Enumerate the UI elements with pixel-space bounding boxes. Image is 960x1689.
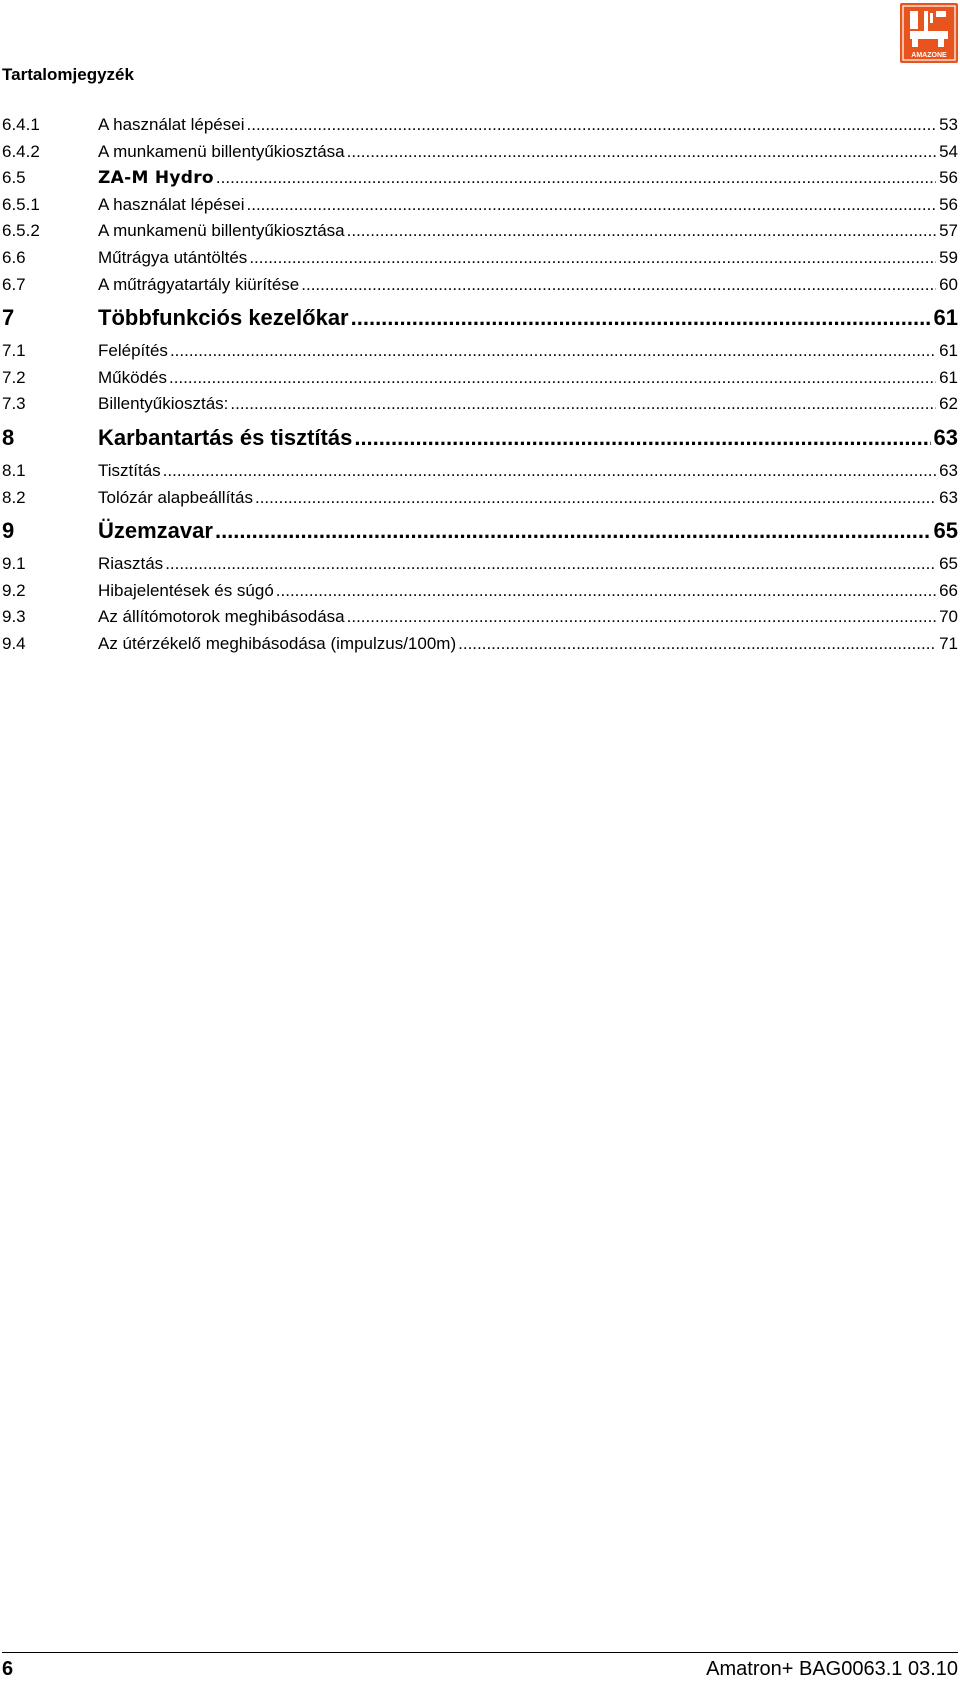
toc-entry-title: Működés (98, 367, 167, 387)
toc-entry-number: 6.5.2 (2, 221, 40, 241)
toc-entry-page: 53 (939, 115, 958, 134)
toc-section-entry[interactable] (0, 485, 960, 512)
toc-section-entry[interactable] (0, 165, 960, 192)
toc-section-entry[interactable] (0, 458, 960, 485)
toc-dot-leader (163, 458, 936, 485)
toc-entry-page: 65 (939, 554, 958, 574)
toc-dot-leader (351, 298, 931, 338)
toc-entry-page: 66 (939, 580, 958, 600)
table-of-contents (0, 112, 960, 658)
toc-entry-title: Tolózár alapbeállítás (98, 487, 253, 507)
toc-dot-leader (247, 112, 937, 139)
toc-entry-title: Karbantartás és tisztítás (98, 424, 353, 450)
toc-dot-leader (347, 218, 936, 245)
toc-section-entry[interactable] (0, 245, 960, 272)
toc-chapter-entry[interactable] (0, 298, 960, 338)
toc-dot-leader (169, 365, 936, 392)
amazone-logo-icon (900, 3, 958, 63)
toc-entry-title: A munkamenü billentyűkiosztása (98, 221, 345, 241)
toc-section-entry[interactable] (0, 112, 960, 139)
toc-dot-leader (347, 139, 936, 166)
toc-dot-leader (347, 604, 936, 631)
toc-entry-number: 6.5 (2, 168, 26, 188)
toc-section-entry[interactable] (0, 365, 960, 392)
footer-document-id: Amatron+ BAG0063.1 03.10 (706, 1658, 958, 1680)
toc-entry-title: Műtrágya utántöltés (98, 247, 248, 267)
toc-entry-number: 7 (2, 305, 15, 331)
toc-dot-leader (165, 551, 936, 578)
toc-entry-page: 63 (933, 424, 958, 450)
toc-entry-number: 9.1 (2, 554, 26, 574)
toc-entry-page: 59 (939, 247, 958, 267)
logo-wordmark: AMAZONE (911, 52, 947, 59)
toc-entry-title: A munkamenü billentyűkiosztása (98, 141, 345, 161)
toc-entry-title: Tisztítás (98, 460, 161, 480)
toc-dot-leader (249, 245, 936, 272)
toc-entry-title: A műtrágyatartály kiürítése (98, 274, 300, 294)
toc-dot-leader (458, 631, 936, 658)
toc-entry-title: Az útérzékelő meghibásodása (impulzus/100m) (98, 633, 457, 653)
toc-dot-leader (216, 165, 936, 192)
toc-section-entry[interactable] (0, 192, 960, 219)
toc-entry-page: 65 (933, 518, 958, 544)
toc-entry-title: Riasztás (98, 554, 164, 574)
toc-entry-title: Az állítómotorok meghibásodása (98, 607, 345, 627)
toc-section-entry[interactable] (0, 338, 960, 365)
toc-entry-number: 6.7 (2, 274, 26, 294)
toc-entry-number: 7.2 (2, 367, 26, 387)
page-header-title: Tartalomjegyzék (2, 65, 134, 84)
amazone-logo (900, 3, 958, 63)
toc-section-entry[interactable] (0, 631, 960, 658)
footer-page-number: 6 (2, 1658, 14, 1680)
toc-chapter-entry[interactable] (0, 418, 960, 458)
toc-dot-leader (230, 391, 936, 418)
toc-entry-page: 61 (939, 367, 958, 387)
toc-section-entry[interactable] (0, 272, 960, 299)
toc-entry-number: 6.4.2 (2, 141, 40, 161)
toc-entry-page: 62 (939, 394, 958, 414)
toc-entry-page: 56 (939, 168, 958, 188)
toc-entry-title: Billentyűkiosztás: (98, 394, 229, 414)
toc-entry-title: A használat lépései (98, 115, 245, 134)
toc-entry-title: A használat lépései (98, 194, 245, 214)
toc-entry-page: 54 (939, 141, 958, 161)
toc-entry-number: 8.2 (2, 487, 26, 507)
toc-section-entry[interactable] (0, 578, 960, 605)
toc-entry-number: 7.3 (2, 394, 26, 414)
toc-entry-number: 7.1 (2, 341, 26, 361)
toc-dot-leader (255, 485, 936, 512)
toc-entry-number: 6.4.1 (2, 115, 40, 134)
footer-divider (2, 1652, 958, 1653)
toc-section-entry[interactable] (0, 391, 960, 418)
toc-dot-leader (215, 511, 931, 551)
toc-entry-number: 8.1 (2, 460, 26, 480)
toc-entry-page: 70 (939, 607, 958, 627)
toc-entry-number: 8 (2, 424, 15, 450)
toc-entry-number: 9.2 (2, 580, 26, 600)
toc-entry-title: Felépítés (98, 341, 168, 361)
toc-dot-leader (276, 578, 936, 605)
toc-entry-page: 60 (939, 274, 958, 294)
toc-dot-leader (247, 192, 937, 219)
toc-entry-title: Üzemzavar (98, 518, 213, 544)
toc-entry-page: 63 (939, 460, 958, 480)
toc-entry-title: Többfunkciós kezelőkar (98, 305, 349, 331)
toc-section-entry[interactable] (0, 139, 960, 166)
toc-entry-number: 9.4 (2, 633, 26, 653)
toc-entry-page: 56 (939, 194, 958, 214)
toc-entry-title: Hibajelentések és súgó (98, 580, 274, 600)
toc-dot-leader (170, 338, 936, 365)
toc-entry-number: 9 (2, 518, 15, 544)
toc-dot-leader (301, 272, 936, 299)
toc-entry-page: 61 (939, 341, 958, 361)
toc-entry-page: 61 (933, 305, 958, 331)
toc-entry-page: 71 (939, 633, 958, 653)
toc-entry-title: ZA-M Hydro (98, 168, 214, 189)
toc-entry-page: 57 (939, 221, 958, 241)
toc-section-entry[interactable] (0, 604, 960, 631)
toc-section-entry[interactable] (0, 551, 960, 578)
toc-entry-page: 63 (939, 487, 958, 507)
toc-entry-number: 6.5.1 (2, 194, 40, 214)
toc-entry-number: 6.6 (2, 247, 26, 267)
toc-section-entry[interactable] (0, 218, 960, 245)
toc-chapter-entry[interactable] (0, 511, 960, 551)
toc-dot-leader (354, 418, 930, 458)
toc-entry-number: 9.3 (2, 607, 26, 627)
